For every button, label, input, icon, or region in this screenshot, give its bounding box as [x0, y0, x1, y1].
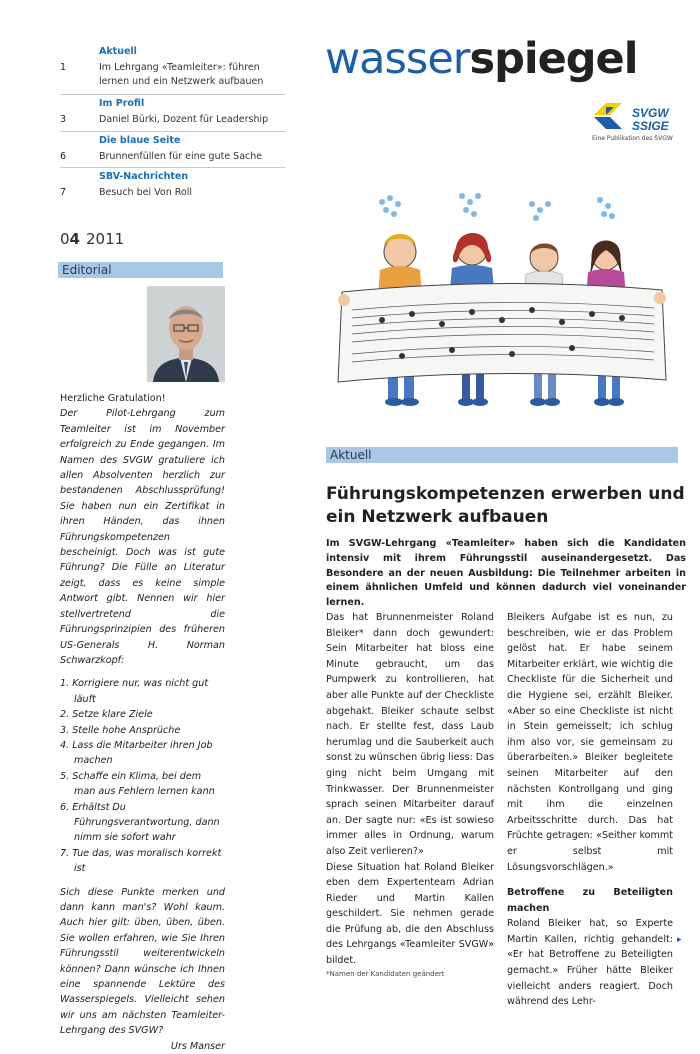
svgw-logo-icon — [592, 101, 684, 133]
continue-arrow-icon[interactable]: ▸ — [677, 935, 682, 945]
editorial-greeting: Herzliche Gratulation! — [60, 393, 166, 404]
toc-section: Im Profil — [99, 98, 145, 109]
article-paragraph: Bleikers Aufgabe ist es nun, zu beschreiben, wie er das Problem gelöst hat. Er habe seinem Mitarbeiter erklärt, wie wichtig die Checkliste für die Sicherheit und die Hygiene sei, erzählt Bleiker. «Aber so eine Checkliste ist nicht in Stein gemeisselt; ich schlug ihm also vor, sie gemeinsam zu überarbeiten.» Bleiker begleitete seinen Mitarbeiter auf den nächsten Kontrollgang und ging mit ihm die einzelnen Arbeitsschritte durch. Das hat Früchte getragen: «Seither kommt er selbst mit Lösungsvorschlägen.» — [507, 612, 673, 873]
issue-year: 2011 — [85, 230, 125, 248]
masthead — [325, 34, 637, 84]
article-headline: Führungskompetenzen erwerben und ein Netzwerk aufbauen — [326, 484, 685, 527]
toc-divider — [60, 94, 285, 95]
singers-illustration — [322, 190, 684, 418]
toc-title: Im Lehrgang «Teamleiter»: führen lernen und ein Netzwerk aufbauen — [99, 62, 264, 87]
principles-list — [60, 676, 225, 876]
list-item: 6. Erhältst Du Führungsverantwortung, dann nimm sie sofort wahr — [60, 801, 220, 844]
toc-page: 1 — [60, 62, 67, 73]
logo-caption: Eine Publikation des SVGW — [592, 135, 673, 142]
author-portrait — [147, 286, 225, 382]
article-column-2 — [507, 610, 673, 1010]
issue-prefix: 0 — [60, 230, 70, 248]
article-subheading: Betroffene zu Beteiligten machen — [507, 887, 673, 914]
toc-title: Brunnenfüllen für eine gute Sache — [99, 151, 263, 162]
list-item: 7. Tue das, was moralisch korrekt ist — [60, 847, 222, 875]
editorial-signature: Urs Manser — [170, 1040, 225, 1052]
editorial-intro: Der Pilot-Lehrgang zum Teamleiter ist im November erfolgreich zu Ende gegangen. Im Namen des SVGW gratuliere ich allen Absolventen herzlich zur bestandenen Abschlussprüfung! Sie haben nun ein Zertifikat in ihren Händen, das ihnen Führungskompetenzen bescheinigt. Doch was ist gute Führung? Die Fülle an Literatur zeigt, dass es keine simple Antwort gibt. Nennen wir hier stellvertretend die Führungsprinzipien des früheren US-Generals H. Norman Schwarzkopf: — [60, 408, 225, 666]
list-item: 4. Lass die Mitarbeiter ihren Job machen — [60, 739, 213, 767]
article-column-1 — [326, 610, 494, 979]
editorial-bar: Editorial — [58, 262, 223, 278]
list-item: 2. Setze klare Ziele — [60, 709, 153, 721]
toc-section: SBV-Nachrichten — [99, 171, 189, 182]
article-paragraph: Das hat Brunnenmeister Roland Bleiker* dann doch gewundert: Sein Mitarbeiter hat bloss eine Minute gebraucht, um das Pumpwerk zu kontrollieren, hat aber alle Punkte auf der Checkliste abgehakt. Bleiker schaute selbst nach. Er stellte fest, dass Laub herumlag und die Sauberkeit auch sonst zu wünschen übrig liess: Das ging nicht beim Umgang mit Trinkwasser. Der Brunnenmeister sprach seinen Mitarbeiter darauf an. Der sagte nur: «Es ist sowieso immer alles in Ordnung, warum also Zeit verlieren?» — [326, 612, 495, 857]
article-lead: Im SVGW-Lehrgang «Teamleiter» haben sich die Kandidaten intensiv mit ihrem Führungsstil auseinandergesetzt. Das Besondere an der neuen Ausbildung: Die Teilnehmer arbeiten in einem ähnlichen Umfeld und können dadurch viel voneinander lernen. — [326, 538, 686, 609]
list-item: 3. Stelle hohe Ansprüche — [60, 724, 181, 736]
toc-entry[interactable] — [60, 170, 280, 204]
toc-entry[interactable] — [60, 134, 280, 168]
masthead-part2: spiegel — [469, 34, 638, 84]
editorial-closing: Sich diese Punkte merken und dann kann man's? Wohl kaum. Auch hier gilt: üben, üben, üben. Sie wollen erfahren, wie Sie Ihren Führungsstil weiterentwickeln können? Dann wünsche ich Ihnen eine spannende Lektüre des Wasserspiegels. Vielleicht sehen wir uns am nächsten Teamleiter-Lehrgang des SVGW? — [60, 886, 225, 1037]
toc-entry[interactable] — [60, 45, 280, 93]
toc-entry[interactable] — [60, 97, 280, 131]
toc-section: Die blaue Seite — [99, 135, 181, 146]
article-paragraph: Roland Bleiker hat, so Experte Martin Kallen, richtig gehandelt: «Er hat Betroffene zu Beteiligten gemacht.» Früher hätte Bleiker vielleicht anders reagiert. Doch während des Lehr- — [507, 918, 673, 1008]
logo-line2: SSIGE — [632, 119, 669, 133]
toc-divider — [60, 167, 285, 168]
toc-title: Daniel Bürki, Dozent für Leadership — [99, 114, 269, 125]
masthead-part1: wasser — [325, 34, 470, 84]
toc-page: 3 — [60, 114, 67, 125]
logo-line1: SVGW — [632, 106, 669, 120]
list-item: 1. Korrigiere nur, was nicht gut läuft — [60, 678, 209, 705]
list-item: 5. Schaffe ein Klima, bei dem man aus Fehlern lernen kann — [60, 770, 215, 798]
footnote: *Namen der Kandidaten geändert — [326, 969, 445, 978]
article-paragraph: Diese Situation hat Roland Bleiker eben dem Expertenteam Adrian Rieder und Martin Kallen geschildert. Sie nehmen gerade die Prüfung ab, die den Abschluss des Lehrgangs «Teamleiter SVGW» bildet. — [326, 861, 494, 967]
toc-divider — [60, 131, 285, 132]
issue-number — [60, 230, 124, 248]
toc-section: Aktuell — [99, 46, 137, 57]
toc-page: 7 — [60, 187, 67, 198]
toc-title: Besuch bei Von Roll — [99, 187, 193, 198]
toc-page: 6 — [60, 151, 67, 162]
editorial-text — [60, 391, 225, 1054]
section-bar: Aktuell — [326, 447, 678, 463]
issue-num: 4 — [69, 230, 80, 248]
